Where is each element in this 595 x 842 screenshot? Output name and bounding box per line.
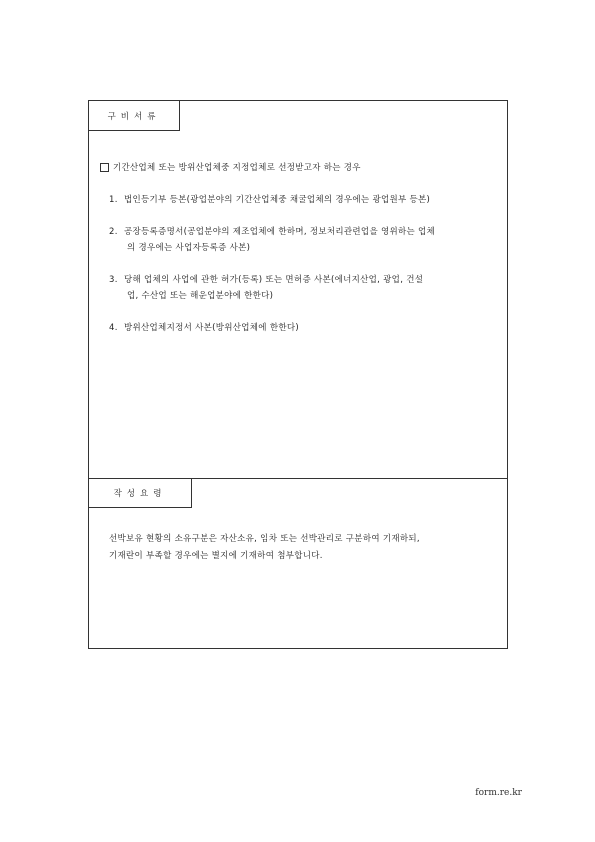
checkbox-icon <box>100 163 109 172</box>
item-number: 2. <box>109 227 118 237</box>
section-heading-text: 기간산업체 또는 방위산업체중 지정업체로 선정받고자 하는 경우 <box>113 163 361 173</box>
list-item <box>109 272 495 304</box>
item-number: 3. <box>109 275 118 285</box>
item-text: 법인등기부 등본(광업분야의 기간산업체중 채굴업체의 경우에는 광업원부 등본) <box>124 195 431 205</box>
item-text: 당해 업체의 사업에 관한 허가(등록) 또는 면허증 사본(에너지산업, 광업, 건설 <box>124 275 424 285</box>
item-number: 1. <box>109 195 118 205</box>
item-number: 4. <box>109 323 118 333</box>
item-text: 방위산업체지정서 사본(방위산업체에 한한다) <box>124 323 299 333</box>
note-line: 기재란이 부족할 경우에는 별지에 기재하여 첨부합니다. <box>109 551 323 561</box>
form-frame <box>88 100 508 649</box>
item-text-continuation: 의 경우에는 사업자등록증 사본) <box>127 243 251 253</box>
list-item <box>109 320 495 336</box>
section-heading <box>100 161 361 173</box>
writing-guide-note <box>109 531 499 565</box>
required-documents-tab: 구비서류 <box>89 101 180 131</box>
item-text: 공장등록증명서(공업분야의 제조업체에 한하며, 정보처리관련업을 영위하는 업체 <box>124 227 436 237</box>
list-item <box>109 192 495 208</box>
writing-guide-tab: 작성요령 <box>89 478 192 508</box>
list-item <box>109 224 495 256</box>
note-line: 선박보유 현황의 소유구분은 자산소유, 임차 또는 선박관리로 구분하여 기재하되, <box>109 534 420 544</box>
item-text-continuation: 업, 수산업 또는 해운업분야에 한한다) <box>127 291 274 301</box>
footer-source: form.re.kr <box>475 788 522 798</box>
